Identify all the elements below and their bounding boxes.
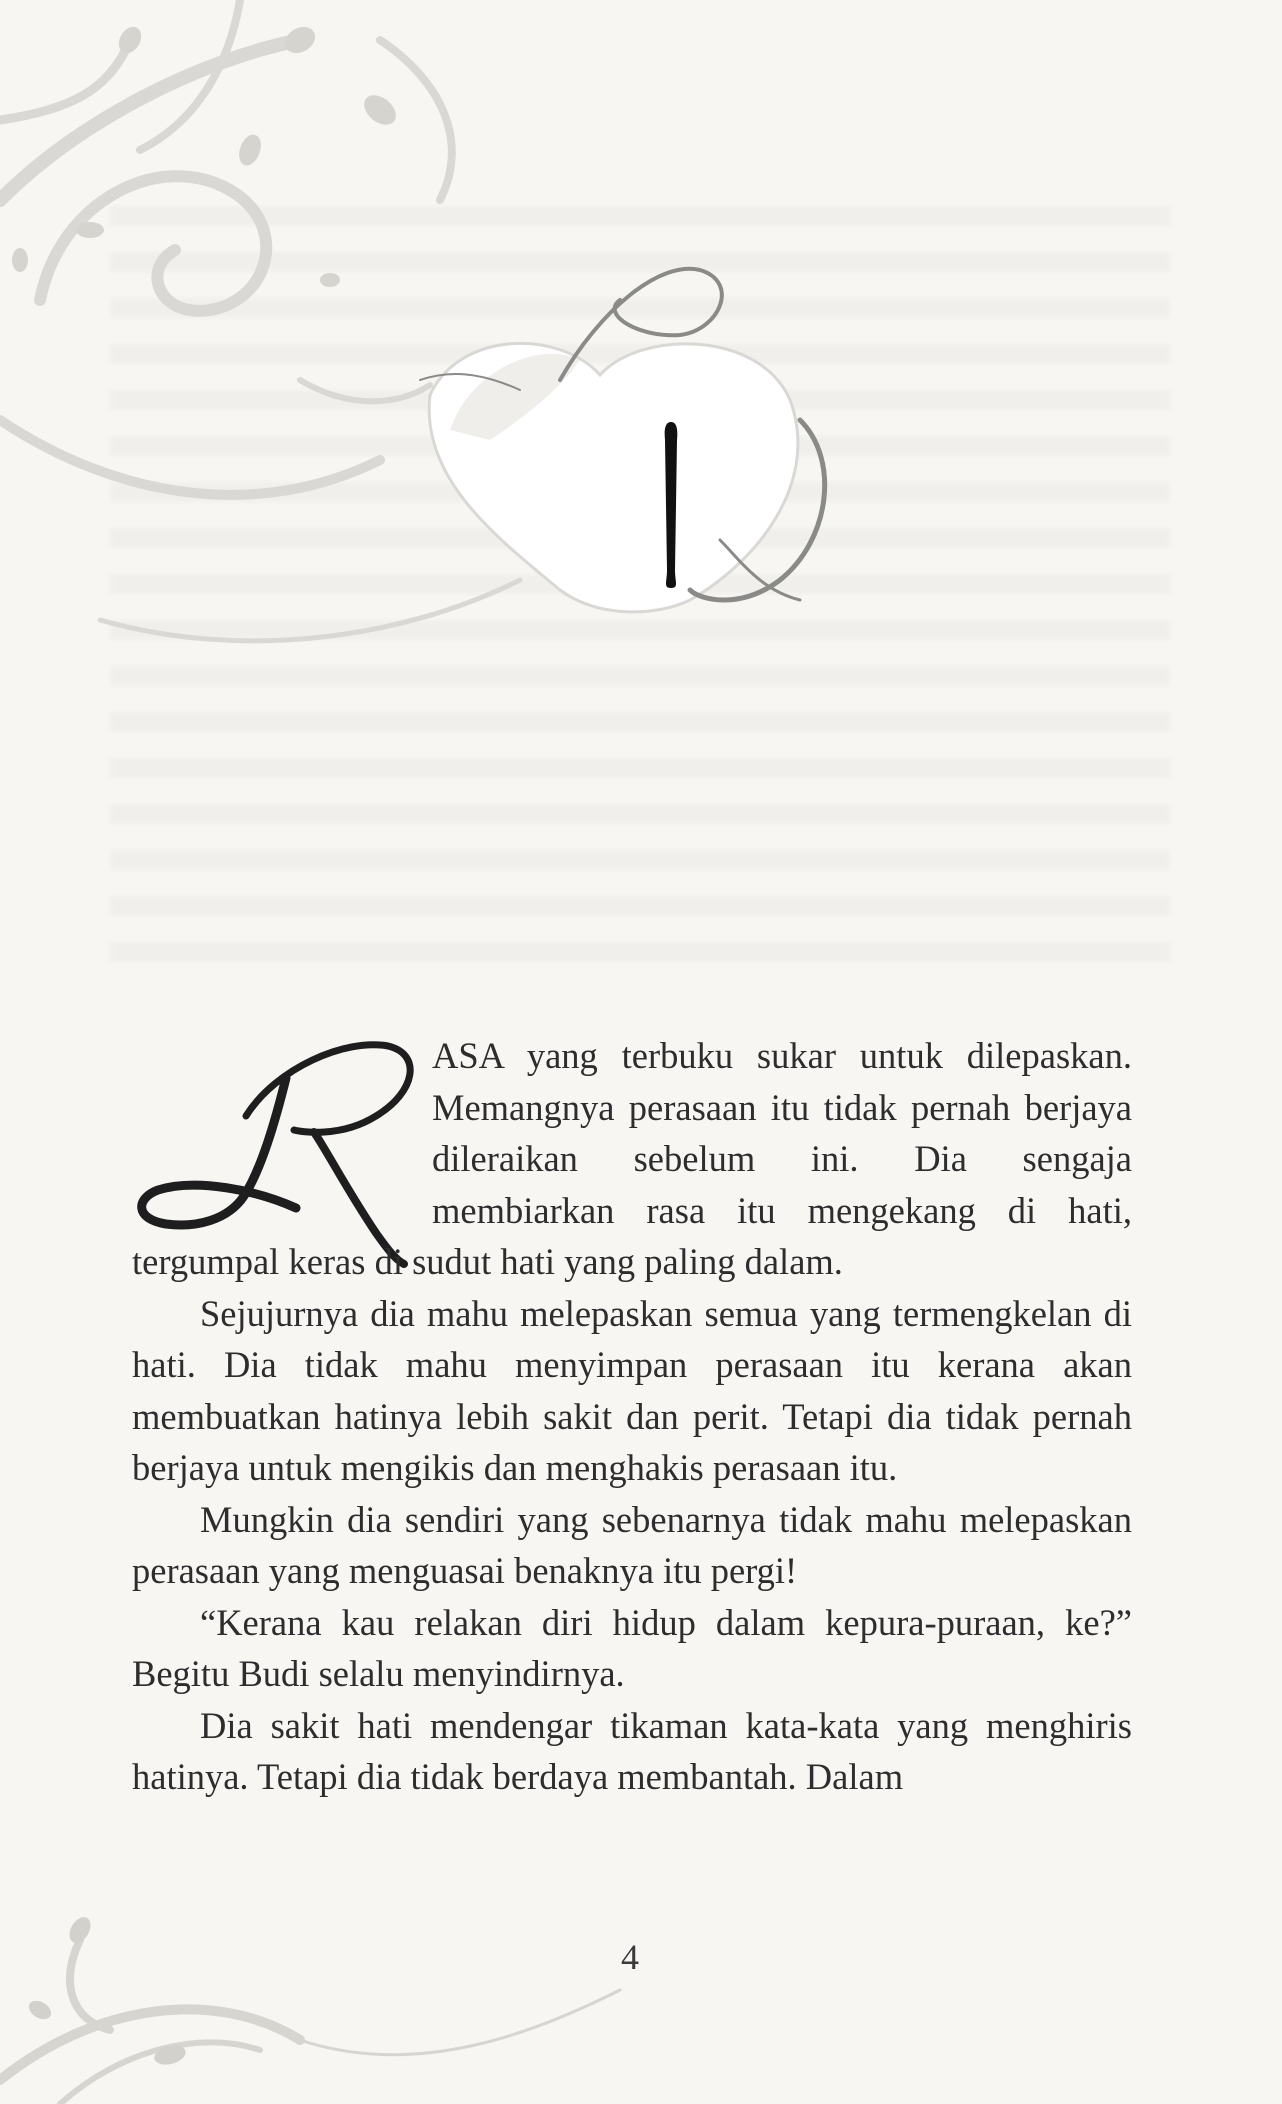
chapter-number [648,420,694,590]
paragraph-5: Dia sakit hati mendengar tikaman kata-kata yang menghiris hatinya. Tetapi dia tidak berdaya membantah. Dalam [132,1704,1132,1797]
page-number: 4 [621,1937,639,1977]
paragraph-1: ASA yang terbuku sukar untuk dilepaskan. Memangnya perasaan itu tidak pernah berjaya dileraikan sebelum ini. Dia sengaja membiarkan rasa itu mengekang di hati, tergumpal keras di sudut hati yang paling dalam. [132,1035,1132,1282]
paragraph-4: “Kerana kau relakan diri hidup dalam kepura-puraan, ke?” Begitu Budi selalu menyindirnya. [132,1601,1132,1694]
paragraph-3: Mungkin dia sendiri yang sebenarnya tidak mahu melepaskan perasaan yang menguasai benaknya itu pergi! [132,1498,1132,1591]
footer-ornament [0,1880,640,2104]
chapter-body-text [132,1030,1132,1803]
paragraph-2: Sejujurnya dia mahu melepaskan semua yang termengkelan di hati. Dia tidak mahu menyimpan perasaan itu kerana akan membuatkan hatinya lebih sakit dan perit. Tetapi dia tidak pernah berjaya untuk mengikis dan menghakis perasaan itu. [132,1292,1132,1488]
drop-cap-spacer [132,1030,432,1230]
chapter-ornament [0,0,900,680]
